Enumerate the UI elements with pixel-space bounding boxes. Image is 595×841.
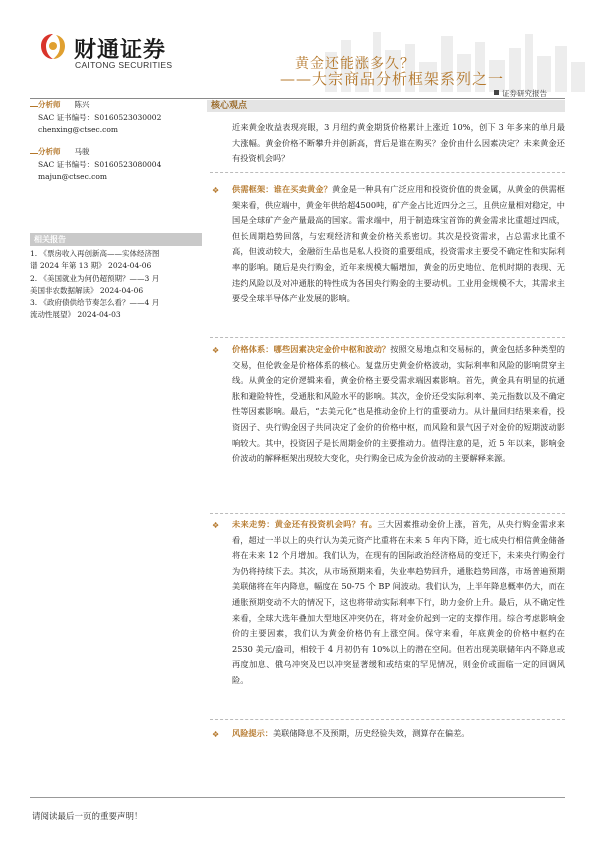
supply-label: 供需框架：谁在买卖黄金？: [232, 184, 332, 194]
analyst-name: 陈兴: [74, 100, 90, 109]
analyst-email[interactable]: chenxing@ctsec.com: [38, 125, 118, 134]
analyst-block-1: [38, 99, 161, 137]
diamond-bullet-icon: ❖: [212, 521, 220, 530]
analyst-cert: SAC 证书编号：S0160523030002: [38, 112, 162, 122]
report-type: 证券研究报告: [502, 89, 547, 98]
analyst-role: 分析师: [38, 147, 61, 156]
analyst-block-2: [38, 146, 161, 184]
intro-text: 近来黄金收益表现亮眼，3 月纽约黄金期货价格累计上涨近 10%，创下 3 年多来的单月最大涨幅。黄金价格不断攀升并创新高，背后是谁在购买？金价由什么因素决定？未来黄金还有投资机会吗？: [232, 122, 565, 164]
report-type-marker: [494, 90, 499, 95]
core-views-heading: 核心观点: [211, 101, 248, 111]
caitong-logo-icon: [38, 32, 68, 62]
core-views-bar: [207, 100, 565, 112]
analyst-name: 马骏: [74, 147, 90, 156]
supply-text: 黄金是一种具有广泛应用和投资价值的贵金属，从黄金的供需框架来看，供应端中，黄金年供给超4500吨，矿产金占比近四分之三，且供应量相对稳定，中国是全球矿产金产量最高的国家。需求端中，用于制造珠宝首饰的黄金需求比重超过四成，但长周期趋势回落，与宏观经济和黄金价格关系密切。其次是投资需求，占总需求比重不高，但波动较大，金融衍生品也是私人投资的重要组成，投资需求主要受不确定性和实际利率的影响。随后是央行购金，近年来规模大幅增加，黄金的历史地位、危机时期的表现、无违约风险以及对冲通胀的特性成为各国央行购金的主要动机。工业用金规模不大，其需求主要受全球半导体产业发展的影响。: [232, 184, 565, 304]
brand-name-en: CAITONG SECURITIES: [75, 60, 173, 70]
section-divider: [210, 513, 565, 514]
related-report-line[interactable]: 2. 《美国就业为何仍超预期？——3 月: [30, 273, 160, 283]
analyst-role: 分析师: [38, 100, 61, 109]
related-report-line[interactable]: 流动性展望》 2024-04-03: [30, 310, 121, 320]
risk-section: [232, 726, 565, 742]
price-label: 价格体系：哪些因素决定金价中枢和波动？: [232, 344, 391, 354]
brand-name-cn: 财通证券: [74, 38, 167, 63]
diamond-bullet-icon: ❖: [212, 186, 220, 195]
related-report-line[interactable]: 3. 《政府债供给节奏怎么看？——4 月: [30, 298, 160, 308]
intro-paragraph: [232, 120, 565, 167]
related-reports-heading: 相关报告: [30, 233, 202, 246]
footer-divider: [30, 797, 565, 798]
risk-label: 风险提示：: [232, 728, 273, 738]
section-divider: [210, 337, 565, 338]
analyst-rule: [30, 153, 38, 154]
diamond-bullet-icon: ❖: [212, 730, 220, 739]
analyst-rule: [30, 106, 38, 107]
outlook-label: 未来走势：黄金还有投资机会吗？有。: [232, 519, 378, 529]
outlook-text: 三大因素推动金价上涨，首先，从央行购金需求来看，超过一半以上的央行认为美元资产比重将在未来 5 年内下降，近七成央行相信黄金储备将在未来 12 个月增加。我们认为，在现有的国际政治经济格局的变迁下，未来央行购金行为仍将持续下去。其次，从市场预期来看，失业率趋势回升，通胀趋势回落，市场普遍预期美联储将在年内降息，幅度在 50-75 个 BP 间波动。我们认为，上半年降息概率仍大，而在通胀预期变动不大的情况下，这也将带动实际利率下行，助力金价上升。最后，从不确定性来看，全球大选年叠加大型地区冲突仍在，将对金价起到一定的支撑作用。综合考虑影响金价的主要因素，我们认为黄金价格仍有上涨空间。保守来看，年底黄金的价格中枢约在 2530 美元/盎司，相较于 4 月初仍有 10%以上的潜在空间。但若出现美联储年内不降息或再度加息、俄乌冲突及巴以冲突显著缓和或结束的罕见情况，则金价或面临一定的回调风险。: [232, 519, 565, 685]
diamond-bullet-icon: ❖: [212, 346, 220, 355]
supply-section: [232, 182, 565, 307]
price-text: 按照交易地点和交易标的，黄金包括多种类型的交易，但伦敦金是价格体系的核心。复盘历史黄金价格波动，实际利率和风险的影响贯穿主线。从黄金的定价逻辑来看，黄金价格主要受需求端因素影响。首先，黄金具有明显的抗通胀和避险特性，受通胀和风险水平的影响。其次，金价还受实际利率、美元指数以及不确定性等因素影响。最后，“去美元化”也是推动金价上行的重要动力。从计量回归结果来看，投资因子、央行购金因子共同决定了金价的价格中枢，而风险和景气因子对金价的短期波动影响较大。其中，投资因子是长周期金价的主要推动力。值得注意的是，近 5 年以来，影响金价波动的解释框架出现较大变化，央行购金已成为金价波动的主要解释来源。: [232, 344, 565, 464]
outlook-section: [232, 517, 565, 689]
report-subtitle: ——大宗商品分析框架系列之一: [280, 70, 505, 88]
section-divider: [210, 172, 565, 173]
risk-text: 美联储降息不及预期，历史经验失效，测算存在偏差。: [272, 728, 470, 738]
footer-disclaimer: 请阅读最后一页的重要声明！: [32, 812, 143, 822]
related-report-line[interactable]: 1. 《票房收入再创新高——实体经济图: [30, 249, 160, 258]
price-section: [232, 342, 565, 467]
analyst-cert: SAC 证书编号：S0160523080004: [38, 159, 162, 169]
related-reports-list: [30, 248, 202, 322]
report-title: 黄金还能涨多久？: [295, 56, 415, 72]
related-report-line[interactable]: 美国非农数据解读》 2024-04-06: [30, 285, 144, 295]
related-report-line[interactable]: 谱 2024 年第 13 期》 2024-04-06: [30, 261, 152, 271]
analyst-email[interactable]: majun@ctsec.com: [38, 172, 107, 181]
section-divider: [210, 719, 565, 720]
